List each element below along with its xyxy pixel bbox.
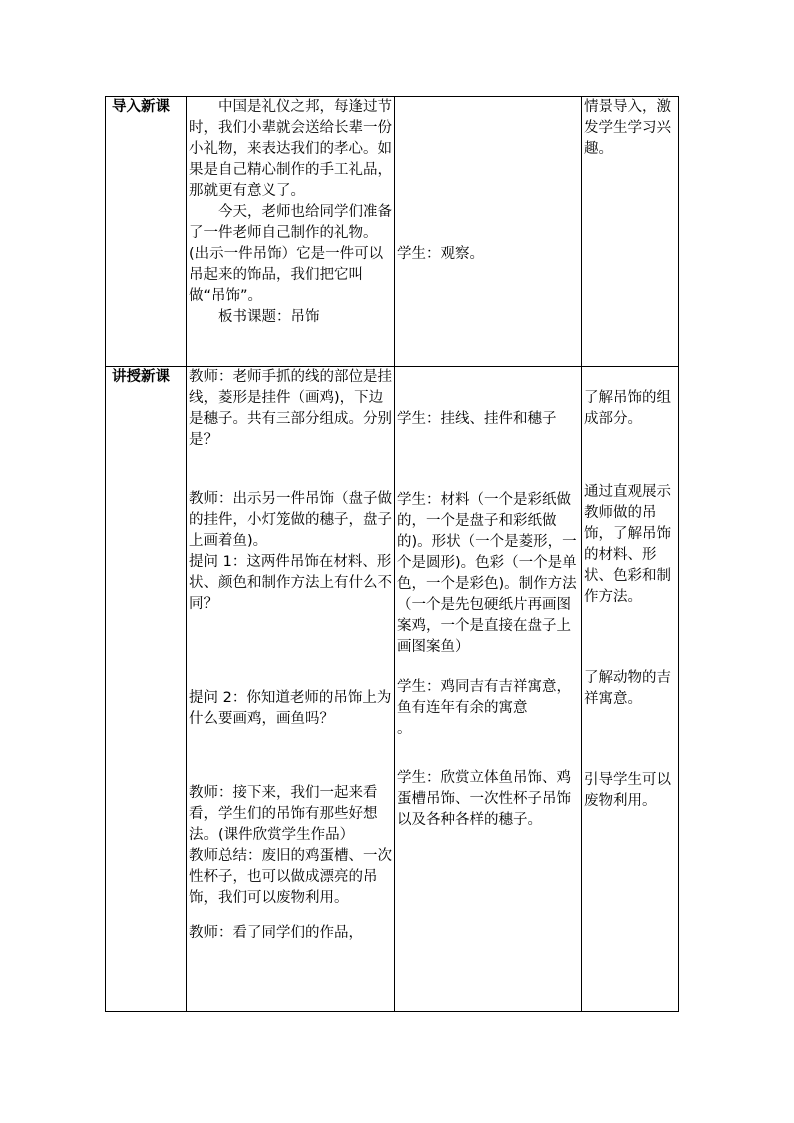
- design-intent-cell: [582, 367, 679, 1012]
- teacher-paragraph: 教师：老师手抓的线的部位是挂线，菱形是挂件（画鸡)，下边是穗子。共有三部分组成。分别是？: [189, 369, 392, 448]
- teacher-paragraph: 今天，老师也给同学们准备了一件老师自己制作的礼物。(出示一件吊饰）它是一件可以吊起来的饰品，我们把它叫做“吊饰”。: [189, 204, 392, 304]
- table-row: [106, 97, 679, 367]
- spacer: [397, 367, 579, 409]
- intent-paragraph: 了解动物的吉祥寓意。: [584, 670, 671, 707]
- spacer: [584, 608, 676, 668]
- spacer: [397, 658, 579, 677]
- student-activity-cell: [395, 367, 582, 1012]
- spacer: [189, 730, 392, 783]
- teacher-paragraph: 提问 2：你知道老师的吊饰上为什么要画鸡，画鱼吗？: [189, 690, 392, 727]
- teacher-paragraph: 中国是礼仪之邦，每逢过节时，我们小辈就会送给长辈一份小礼物，来表达我们的孝心。如果是自己精心制作的手工礼品，那就更有意义了。: [189, 99, 392, 199]
- student-paragraph: 学生：材料（一个是彩纸做的，一个是盘子和彩纸做的)。形状（一个是菱形，一个是圆形)。色彩（一个是单色，一个是彩色)。制作方法（一个是先包硬纸片再画图案鸡，一个是直接在盘子上画图案鱼）: [397, 492, 577, 655]
- teacher-paragraph: 提问 1：这两件吊饰在材料、形状、颜色和制作方法上有什么不同？: [189, 554, 392, 612]
- spacer: [397, 740, 579, 768]
- spacer: [189, 909, 392, 923]
- spacer: [397, 430, 579, 490]
- stage-label: 讲授新课: [106, 367, 187, 1012]
- spacer: [397, 97, 579, 244]
- intent-paragraph: 引导学生可以废物利用。: [584, 772, 671, 809]
- design-intent-cell: [582, 97, 679, 367]
- teacher-paragraph: 教师总结：废旧的鸡蛋槽、一次性杯子，也可以做成漂亮的吊饰，我们可以废物利用。: [189, 848, 392, 906]
- intent-paragraph: 了解吊饰的组成部分。: [584, 390, 671, 427]
- student-paragraph: 学生：观察。: [397, 246, 484, 262]
- table-row: [106, 367, 679, 1012]
- lesson-plan-table: [105, 96, 679, 1012]
- student-activity-cell: [395, 97, 582, 367]
- spacer: [189, 451, 392, 489]
- teacher-paragraph: 教师：接下来，我们一起来看看，学生们的吊饰有那些好想法。(课件欣赏学生作品）: [189, 785, 378, 843]
- teacher-paragraph: 教师：出示另一件吊饰（盘子做的挂件，小灯笼做的穗子，盘子上画着鱼)。: [189, 491, 392, 549]
- student-paragraph: 学生：鸡同吉有吉祥寓意，鱼有连年有余的寓意: [397, 679, 571, 716]
- teacher-activity-cell: [187, 97, 395, 367]
- teacher-paragraph: 板书课题：吊饰: [218, 309, 320, 325]
- stage-label: 导入新课: [106, 97, 187, 367]
- intent-paragraph: 通过直观展示教师做的吊饰，了解吊饰的材料、形状、色彩和制作方法。: [584, 484, 671, 605]
- intent-paragraph: 情景导入，激发学生学习兴趣。: [584, 99, 671, 157]
- spacer: [584, 710, 676, 770]
- spacer: [584, 430, 676, 482]
- teacher-paragraph: 教师：看了同学们的作品，: [189, 925, 363, 941]
- teacher-activity-cell: [187, 367, 395, 1012]
- student-paragraph: 学生：欣赏立体鱼吊饰、鸡蛋槽吊饰、一次性杯子吊饰以及各种各样的穗子。: [397, 770, 571, 828]
- spacer: [189, 615, 392, 688]
- spacer: [584, 367, 676, 388]
- student-paragraph: 学生：挂线、挂件和穗子: [397, 411, 557, 427]
- student-paragraph: 。: [397, 721, 412, 737]
